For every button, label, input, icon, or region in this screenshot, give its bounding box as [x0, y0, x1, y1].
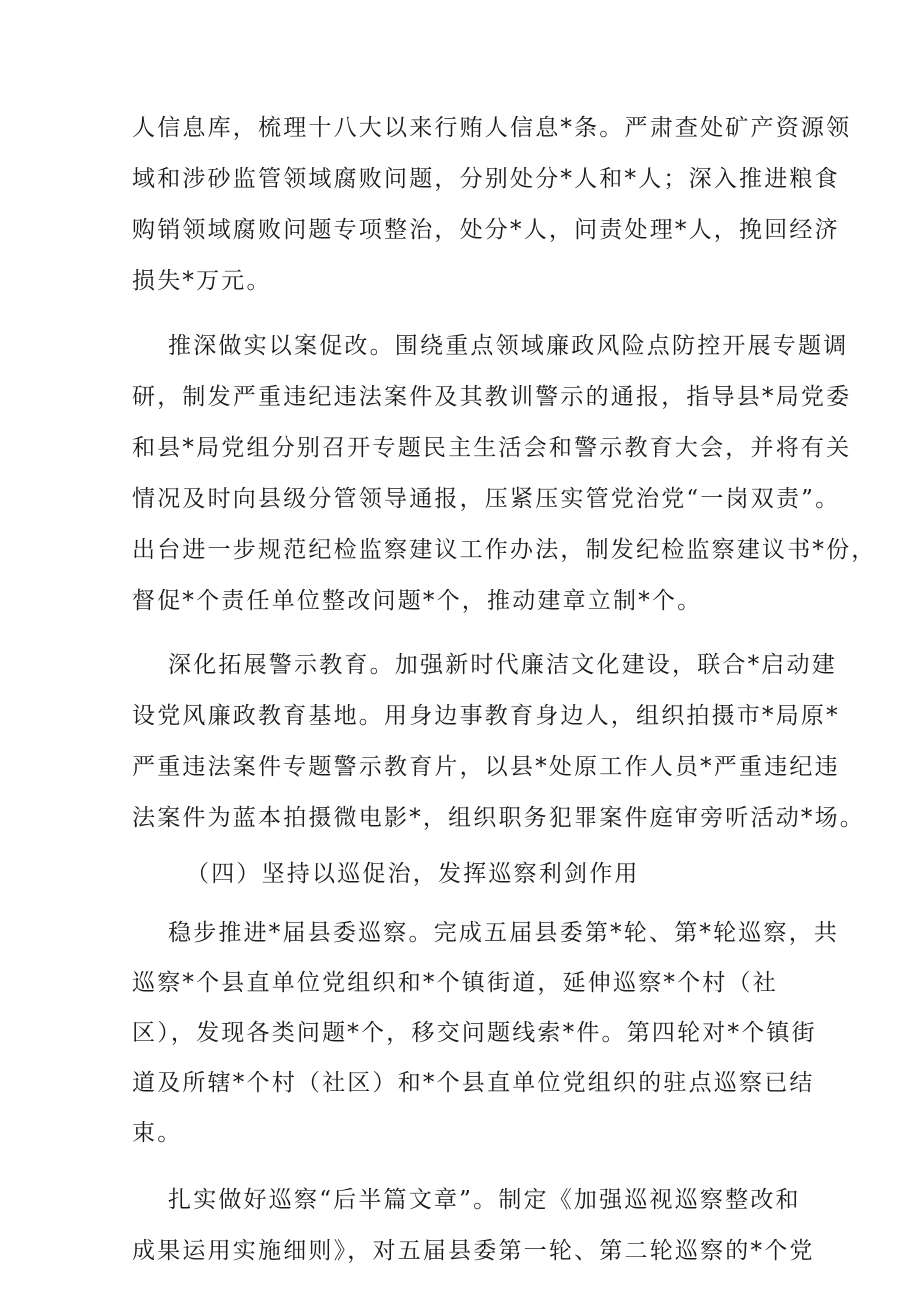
paragraph-first-line: 稳步推进*届县委巡察。完成五届县委第*轮、第*轮巡察，共 [168, 920, 840, 946]
text-line: 法案件为蓝本拍摄微电影*，组织职务犯罪案件庭审旁听活动*场。 [132, 805, 865, 831]
text-line: 出台进一步规范纪检监察建议工作办法，制发纪检监察建议书*份， [132, 537, 877, 563]
text-line: 区），发现各类问题*个，移交问题线索*件。第四轮对*个镇街 [132, 1020, 817, 1046]
text-line: 和县*局党组分别召开专题民主生活会和警示教育大会，并将有关 [132, 435, 852, 461]
text-line: 人信息库，梳理十八大以来行贿人信息*条。严肃查处矿产资源领 [132, 115, 852, 141]
section-heading: （四）坚持以巡促治，发挥巡察利剑作用 [186, 861, 640, 887]
text-line: 巡察*个县直单位党组织和*个镇街道，延伸巡察*个村（社 [132, 970, 778, 996]
text-line: 情况及时向县级分管领导通报，压紧压实管党治党“一岗双责”。 [132, 486, 841, 512]
text-line: 购销领域腐败问题专项整治，处分*人，问责处理*人，挽回经济 [132, 217, 840, 243]
text-line: 设党风廉政教育基地。用身边事教育身边人，组织拍摄市*局原* [132, 703, 840, 729]
text-line: 束。 [132, 1120, 183, 1146]
text-line: 域和涉砂监管领域腐败问题，分别处分*人和*人；深入推进粮食 [132, 166, 840, 192]
text-line: 督促*个责任单位整改问题*个，推动建章立制*个。 [132, 588, 703, 614]
paragraph-first-line: 深化拓展警示教育。加强新时代廉洁文化建设，联合*启动建 [168, 652, 837, 678]
text-line: 研，制发严重违纪违法案件及其教训警示的通报，指导县*局党委 [132, 384, 852, 410]
paragraph-first-line: 扎实做好巡察“后半篇文章”。制定《加强巡视巡察整改和 [168, 1187, 801, 1213]
text-line: 成果运用实施细则》，对五届县委第一轮、第二轮巡察的*个党 [132, 1238, 815, 1264]
text-line: 道及所辖*个村（社区）和*个县直单位党组织的驻点巡察已结 [132, 1070, 815, 1096]
text-line: 严重违法案件专题警示教育片，以县*处原工作人员*严重违纪违 [132, 754, 840, 780]
paragraph-first-line: 推深做实以案促改。围绕重点领域廉政风险点防控开展专题调 [168, 333, 849, 359]
text-line: 损失*万元。 [132, 268, 272, 294]
